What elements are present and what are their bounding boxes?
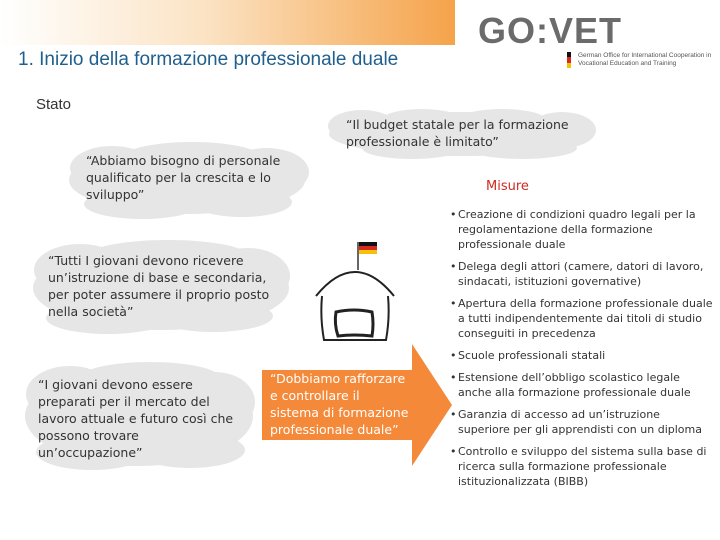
bullet-icon: • [450,260,457,273]
measure-item: • Creazione di condizioni quadro legali per la regolamentazione della formazione professionale duale [450,208,696,251]
government-house-icon [314,238,396,344]
bullet-icon: • [450,408,457,421]
bullet-icon: • [450,371,457,384]
bullet-icon: • [450,297,457,310]
cloud-youth-market-text: “I giovani devono essere preparati per il mercato del lavoro attuale e futuro così che possono trovare un’occupazione” [38,377,234,460]
cloud-youth-market [20,358,258,474]
page-title: 1. Inizio della formazione professionale duale [18,49,399,70]
section-subtitle: Stato [36,96,72,113]
cloud-budget [322,108,600,160]
bullet-icon: • [450,349,457,362]
measures-title: Misure [486,179,529,194]
arrow-text: “Dobbiamo rafforzare e controllare il sistema di formazione professionale duale” [270,371,409,437]
cloud-youth-education [28,238,294,338]
measure-item: • Delega degli attori (camere, datori di lavoro, sindacati, istituzioni governative) [450,260,704,288]
measure-item: • Garanzia di accesso ad un’istruzione superiore per gli apprendisti con un diploma [450,408,702,436]
logo-tagline: German Office for International Cooperation in Vocational Education and Training [578,52,712,67]
govet-logo [478,10,718,72]
measures-list [450,207,715,496]
measure-item: • Scuole professionali statali [450,349,606,362]
cloud-youth-education-text: “Tutti I giovani devono ricevere un’istruzione di base e secondaria, per poter assumere il proprio posto nella società” [48,253,270,319]
measure-item: • Apertura della formazione professionale duale a tutti indipendentemente dai titoli di studio conseguiti in precedenza [450,297,713,340]
logo-wordmark: GO:VET [478,10,623,51]
bullet-icon: • [450,208,457,221]
measure-item: • Estensione dell’obbligo scolastico legale anche alla formazione professionale duale [450,371,691,399]
cloud-skilled-text: “Abbiamo bisogno di personale qualificato per la crescita e lo sviluppo” [86,153,281,202]
cloud-skilled-personnel [62,140,312,222]
header-gradient-band [0,0,455,45]
cloud-budget-text: “Il budget statale per la formazione professionale è limitato” [346,117,569,149]
german-flag-bar-icon [567,52,571,68]
measure-item: • Controllo e sviluppo del sistema sulla base di ricerca sulla formazione professionale istituzionalizzata (BIBB) [450,445,707,488]
bullet-icon: • [450,445,457,458]
